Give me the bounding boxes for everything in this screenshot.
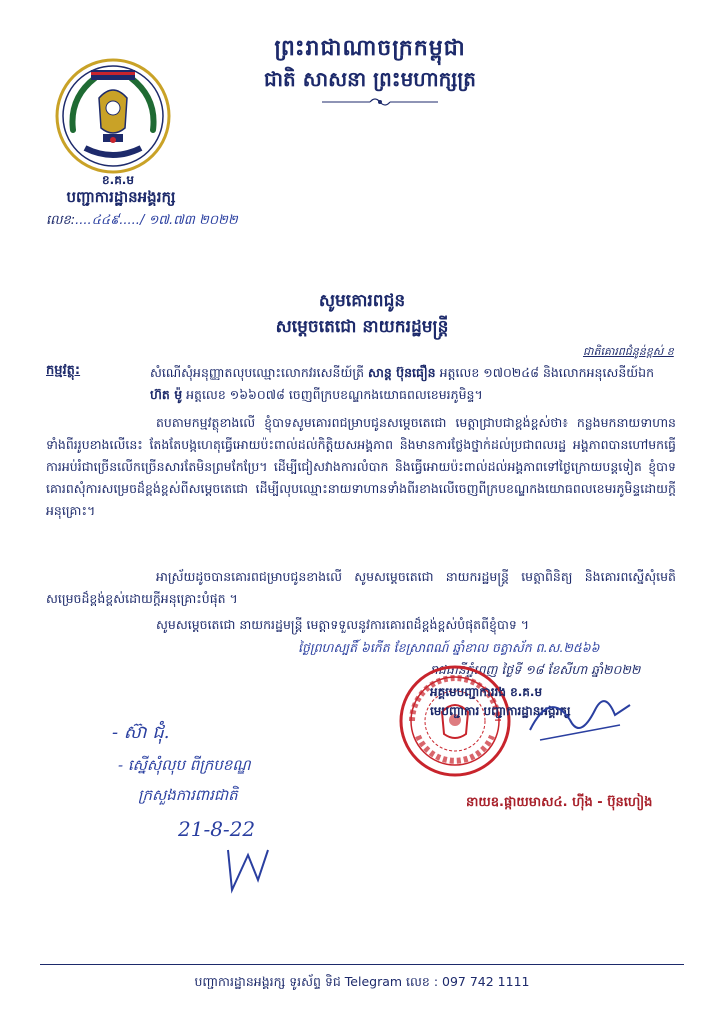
handwritten-annotation [108,700,408,900]
handwritten-line-1: - ស៊ា ជុំ. [112,722,170,743]
recipient-title: សម្តេចតេជោ នាយករដ្ឋមន្ត្រី [275,317,449,337]
signatory-title-1: អគ្គមេបញ្ជាការរង ខ.គ.ម [430,685,543,699]
body-paragraph-1: តបតាមកម្មវត្ថុខាងលើ ខ្ញុំបាទសូមគោរពជម្រាបជូនសម្តេចតេជោ មេត្តាជ្រាបជាខ្ពង់ខ្ពស់ថា៖ កន្លងមកនាយទាហានទាំងពីររូបខាងលើនេះ តែងតែបង្កហេតុធ្វើអោយប៉ះពាល់ដល់កិត្តិយសអង្គភាព និងមានការថ្លែងថ្នាក់ដល់ប្រជាពលរដ្ឋ អង្គភាពបានហៅមកធ្វើការអប់រំជាច្រើនលើកច្រើនសារតែមិនព្រមកែប្រែ។ ដើម្បីជៀសវាងការលំបាក និងធ្វើអោយប៉ះពាល់ដល់អង្គភាពទៅថ្ងៃក្រោយបន្តទៀត ខ្ញុំបាទគោរពសុំការសម្រេចដ៏ខ្ពង់ខ្ពស់ពីសម្តេចតេជោ ដើម្បីលុបឈ្មោះនាយទាហានទាំងពីរខាងលើចេញពីក្របខណ្ឌកងយោធពលខេមរភូមិន្ទដោយក្តីអនុគ្រោះ។ [46,415,676,518]
reference-number [46,212,238,231]
subject-label: កម្មវត្ថុ: [46,363,81,378]
body-paragraph-2: អាស្រ័យដូចបានគោរពជម្រាបជូនខាងលើ សូមសម្តេចតេជោ នាយករដ្ឋមន្ត្រី មេត្តាពិនិត្យ និងគោរពស្នើសុំមេតិសម្រេចដ៏ខ្ពង់ខ្ពស់ដោយក្តីអនុគ្រោះបំផុត ។ [46,569,676,606]
handwritten-line-2: - ស្នើសុំលុប ពីក្របខណ្ឌ [118,756,251,774]
reference-year: ២០២២ [199,213,238,228]
handwritten-line-3: ក្រសួងការពារជាតិ [138,786,238,804]
heading-ornament [320,96,440,108]
signatory-name: នាយឧ.ផ្កាយមាស៤. ហ៊ីង - ប៊ុនហៀង [466,795,653,810]
subject-name1: សាន្ត ប៊ុនធឿន [368,365,436,380]
subject-part2: អត្តលេខ ១៧០២៤៨ និងលោកអនុសេនីយ៍ឯក [435,365,655,380]
department-name: បញ្ជាការដ្ឋានអង្គរក្ស [66,188,176,206]
signatory-title-2: មេបញ្ជាការ បញ្ជាការដ្ឋានអង្គរក្ស [430,704,571,718]
footer-contact: បញ្ជាការដ្ឋានអង្គរក្ស ទូរស័ព្ទ ទិជ Telegram លេខ : 097 742 1111 [194,974,530,989]
reference-value: ....៤៤៩...../ ១៧.៧៣ [75,213,195,228]
ministry-emblem-icon [55,58,171,174]
signature-icon [520,680,640,760]
footer-divider [40,964,684,965]
reference-label: លេខ: [46,213,76,228]
lunar-date: ថ្ងៃព្រហស្បតិ៍ ៦កើត ខែស្រាពណ៍ ឆ្នាំខាល ចត្វាស័ក ព.ស.២៥៦៦ [298,640,600,655]
subject-name2: ហ៊ត ម៉ូ [150,387,183,402]
emblem-abbreviation: ខ.គ.ម [102,173,134,187]
subject-text [150,362,670,406]
solar-date: រាជធានីភ្នំពេញ ថ្ងៃទី ១៨ ខែសីហា ឆ្នាំ២០២២ [430,662,641,677]
national-motto: ជាតិ សាសនា ព្រះមហាក្សត្រ [264,67,476,91]
body-paragraph-3: សូមសម្តេចតេជោ នាយករដ្ឋមន្ត្រី មេត្តាទទួលនូវការគោរពដ៏ខ្ពង់ខ្ពស់បំផុតពីខ្ញុំបាទ ។ [156,617,530,632]
confidential-mark: ជាតិគោរពជំនូន់ខ្ពស់ ខ [583,345,674,358]
subject-part1: សំណើសុំអនុញ្ញាតលុបឈ្មោះលោកវរសេនីយ៍ត្រី [150,365,369,380]
recipient-salutation: សូមគោរពជូន [318,291,406,311]
handwritten-date: 21-8-22 [178,817,256,841]
handwritten-initial-icon [228,850,268,890]
subject-part3: អត្តលេខ ១៦៦០៧៨ ចេញពីក្របខណ្ឌកងយោធពលខេមរភូមិន្ទ។ [182,387,483,402]
official-seal-icon [398,664,513,779]
kingdom-heading: ព្រះរាជាណាចក្រកម្ពុជា [274,35,466,61]
